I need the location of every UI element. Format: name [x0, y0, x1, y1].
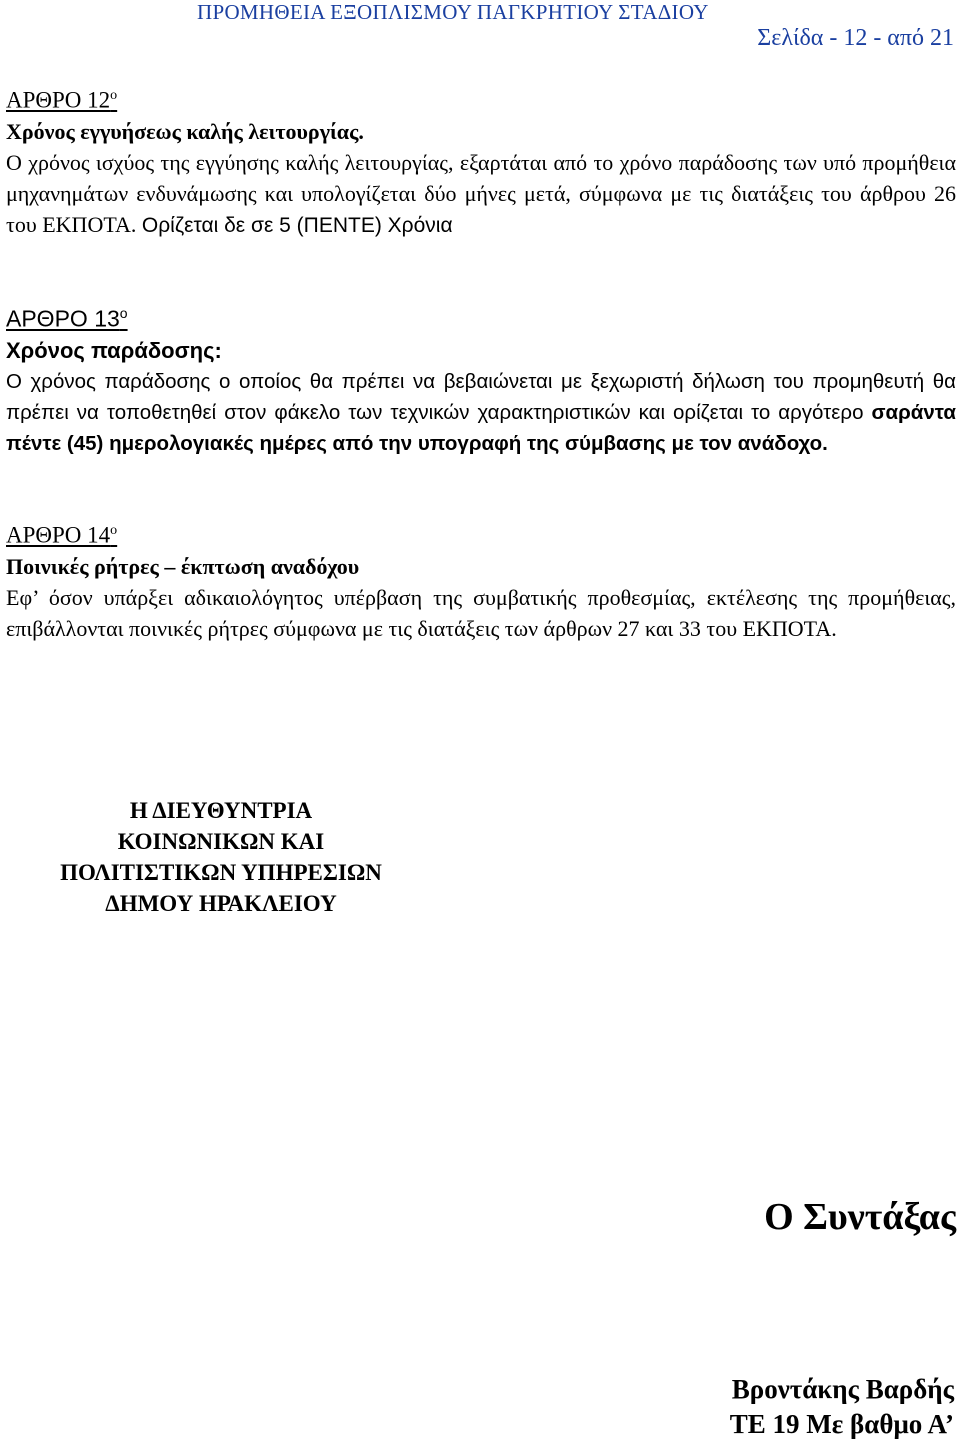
- article-14-heading-sup: ο: [110, 523, 118, 538]
- document-header-title: ΠΡΟΜΗΘΕΙΑ ΕΞΟΠΛΙΣΜΟΥ ΠΑΓΚΡΗΤΙΟΥ ΣΤΑΔΙΟΥ: [197, 0, 709, 24]
- article-14-heading: [6, 515, 956, 551]
- article-12-heading-sup: ο: [110, 88, 118, 103]
- article-13-heading: [6, 298, 956, 335]
- article-12-body-duration: Ορίζεται δε σε 5 (ΠΕΝΤΕ) Χρόνια: [141, 213, 453, 237]
- composer-label: Ο Συντάξας: [764, 1196, 956, 1238]
- article-13-body-text: Ο χρόνος παράδοσης ο οποίος θα πρέπει να βεβαιώνεται με ξεχωριστή δήλωση του προμηθευτή θα πρέπει να τοποθετηθεί στον φάκελο των τεχνικών χαρακτηριστικών και ορίζεται το αργότερο: [6, 369, 956, 424]
- article-12-heading: [6, 80, 956, 116]
- composer-block: [730, 1372, 954, 1442]
- signature-line-4: ΔΗΜΟΥ ΗΡΑΚΛΕΙΟΥ: [105, 891, 337, 916]
- composer-name: Βροντάκης Βαρδής: [731, 1374, 954, 1404]
- article-12-heading-text: ΑΡΘΡΟ 12: [6, 87, 111, 113]
- article-14: [6, 515, 956, 644]
- article-13-body: [6, 366, 956, 459]
- article-12-subtitle: Χρόνος εγγυήσεως καλής λειτουργίας.: [6, 118, 364, 144]
- composer-title: ΤΕ 19 Με βαθμο Α’: [729, 1409, 954, 1439]
- article-13-subtitle: Χρόνος παράδοσης:: [6, 337, 222, 363]
- article-14-subtitle: Ποινικές ρήτρες – έκπτωση αναδόχου: [6, 553, 360, 579]
- article-13-heading-sup: ο: [119, 305, 128, 321]
- signature-line-1: Η ΔΙΕΥΘΥΝΤΡΙΑ: [129, 798, 313, 823]
- article-14-heading-text: ΑΡΘΡΟ 14: [6, 522, 111, 548]
- article-13-body-emphasis: σαράντα πέντε (45) ημερολογιακές ημέρες από την υπογραφή της σύμβασης με τον ανάδοχο.: [6, 400, 956, 455]
- article-13-heading-text: ΑΡΘΡΟ 13: [6, 305, 120, 332]
- article-12-body-text: Ο χρόνος ισχύος της εγγύησης καλής λειτουργίας, εξαρτάται από το χρόνο παράδοσης των υπό προμήθεια μηχανημάτων ενδυνάμωσης και υπολογίζεται δύο μήνες μετά, σύμφωνα με τις διατάξεις του άρθρου 26 του ΕΚΠΟΤΑ.: [6, 149, 956, 237]
- signature-line-3: ΠΟΛΙΤΙΣΤΙΚΩΝ ΥΠΗΡΕΣΙΩΝ: [60, 860, 382, 885]
- article-14-body: Εφ’ όσον υπάρξει αδικαιολόγητος υπέρβαση της συμβατικής προθεσμίας, εκτέλεσης της προμήθειας, επιβάλλονται ποινικές ρήτρες σύμφωνα με τις διατάξεις των άρθρων 27 και 33 του ΕΚΠΟΤΑ.: [6, 584, 956, 641]
- signature-line-2: ΚΟΙΝΩΝΙΚΩΝ ΚΑΙ: [117, 829, 325, 854]
- article-12: [6, 80, 956, 241]
- page-number: Σελίδα - 12 - από 21: [757, 25, 954, 51]
- director-signature-block: [6, 795, 436, 919]
- article-13: [6, 298, 956, 459]
- article-12-body: [6, 147, 956, 241]
